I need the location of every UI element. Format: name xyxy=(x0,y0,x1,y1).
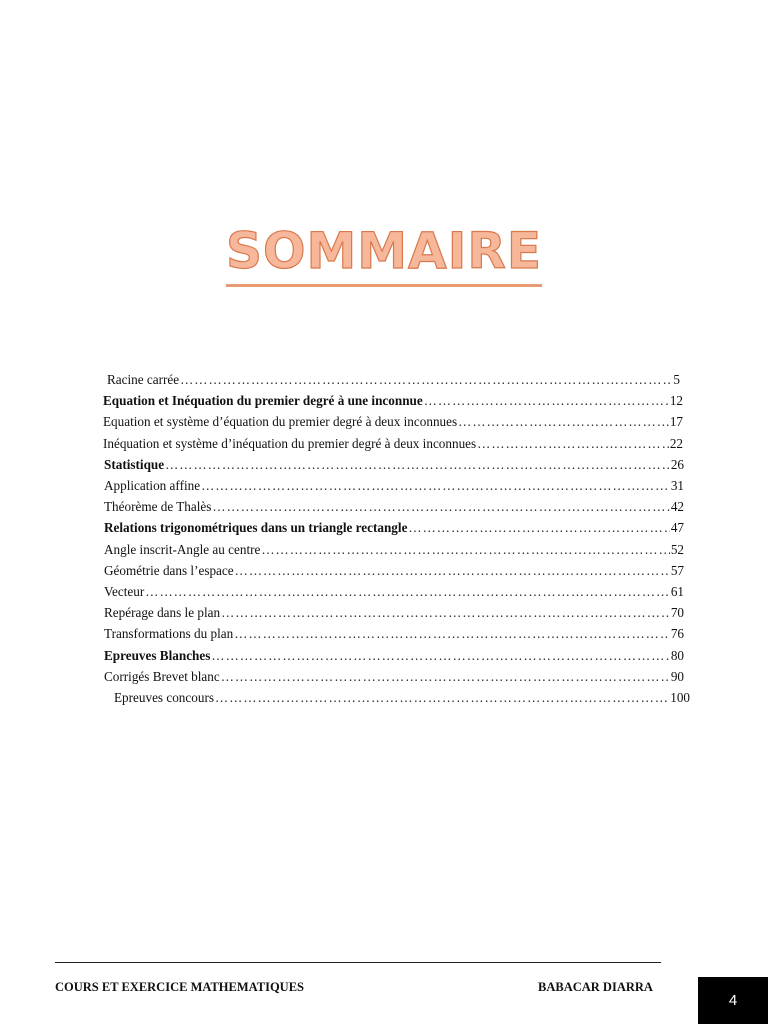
toc-entry-label: Angle inscrit-Angle au centre xyxy=(104,541,261,557)
toc-leader-dots xyxy=(201,478,670,494)
toc-entry-label: Géométrie dans l’espace xyxy=(104,562,234,578)
toc-leader-dots xyxy=(145,584,670,600)
toc-entry xyxy=(107,372,680,392)
toc-entry xyxy=(104,626,684,646)
toc-entry-label: Equation et système d’équation du premier degré à deux inconnues xyxy=(103,414,458,430)
toc-entry xyxy=(103,393,683,413)
toc-entry-page: 100 xyxy=(670,690,690,705)
toc-entry xyxy=(103,436,683,456)
toc-entry-page: 76 xyxy=(670,626,684,642)
toc-entry-page: 17 xyxy=(669,414,683,430)
toc-entry xyxy=(114,690,690,710)
toc-entry-label: Statistique xyxy=(104,456,165,472)
toc-leader-dots xyxy=(424,393,669,409)
toc-leader-dots xyxy=(477,436,669,452)
toc-entry-page: 57 xyxy=(670,562,684,578)
toc-leader-dots xyxy=(180,372,672,388)
toc-leader-dots xyxy=(221,669,670,685)
toc-entry xyxy=(104,457,684,477)
toc-entry xyxy=(104,542,684,562)
toc-entry xyxy=(104,563,684,583)
toc-leader-dots xyxy=(215,690,669,706)
page-title-wrapper xyxy=(0,222,768,287)
toc-entry-page: 31 xyxy=(670,478,684,493)
toc-leader-dots xyxy=(212,499,669,515)
toc-leader-dots xyxy=(235,563,670,579)
toc-entry-page: 70 xyxy=(670,605,684,621)
footer-course-title: COURS ET EXERCICE MATHEMATIQUES xyxy=(55,980,304,994)
footer-divider xyxy=(55,962,661,963)
toc-entry-label: Epreuves Blanches xyxy=(104,647,211,663)
toc-entry-page: 42 xyxy=(670,499,684,515)
toc-leader-dots xyxy=(221,605,670,621)
toc-entry-label: Corrigés Brevet blanc xyxy=(104,668,220,684)
toc-entry xyxy=(104,605,684,625)
toc-leader-dots xyxy=(408,520,669,536)
toc-entry xyxy=(103,414,683,434)
toc-entry-label: Transformations du plan xyxy=(104,626,234,642)
page-title: SOMMAIRE xyxy=(226,222,542,287)
toc-entry-label: Equation et Inéquation du premier degré à une inconnue xyxy=(103,393,423,409)
toc-entry-page: 12 xyxy=(669,393,683,409)
toc-entry xyxy=(104,478,684,498)
toc-entry xyxy=(104,669,684,689)
toc-leader-dots xyxy=(211,648,669,664)
toc-leader-dots xyxy=(458,414,669,430)
page-number: 4 xyxy=(728,992,738,1009)
toc-entry-page: 5 xyxy=(673,372,680,387)
toc-leader-dots xyxy=(261,542,669,558)
toc-entry-page: 80 xyxy=(670,647,684,663)
toc-entry-label: Application affine xyxy=(104,478,201,493)
toc-entry-page: 52 xyxy=(670,541,684,557)
toc-entry-label: Epreuves concours xyxy=(114,690,214,705)
toc-entry-page: 47 xyxy=(670,520,684,536)
toc-entry xyxy=(104,584,684,604)
toc-leader-dots xyxy=(165,457,670,473)
toc-entry-label: Racine carrée xyxy=(107,372,180,387)
toc-entry-label: Théorème de Thalès xyxy=(104,499,212,515)
toc-entry-label: Inéquation et système d’inéquation du premier degré à deux inconnues xyxy=(103,435,477,451)
page-number-box xyxy=(698,977,768,1024)
toc-leader-dots xyxy=(234,626,670,642)
toc-entry-page: 26 xyxy=(670,456,684,472)
toc-entry xyxy=(104,499,684,519)
toc-entry xyxy=(104,648,684,668)
toc-entry xyxy=(104,520,684,540)
footer-author: BABACAR DIARRA xyxy=(538,980,653,994)
toc-entry-label: Vecteur xyxy=(104,584,145,599)
toc-entry-label: Relations trigonométriques dans un triangle rectangle xyxy=(104,520,408,536)
toc-entry-page: 90 xyxy=(670,668,684,684)
toc-entry-page: 61 xyxy=(670,584,684,599)
toc-entry-page: 22 xyxy=(669,435,683,451)
toc-entry-label: Repérage dans le plan xyxy=(104,605,221,621)
